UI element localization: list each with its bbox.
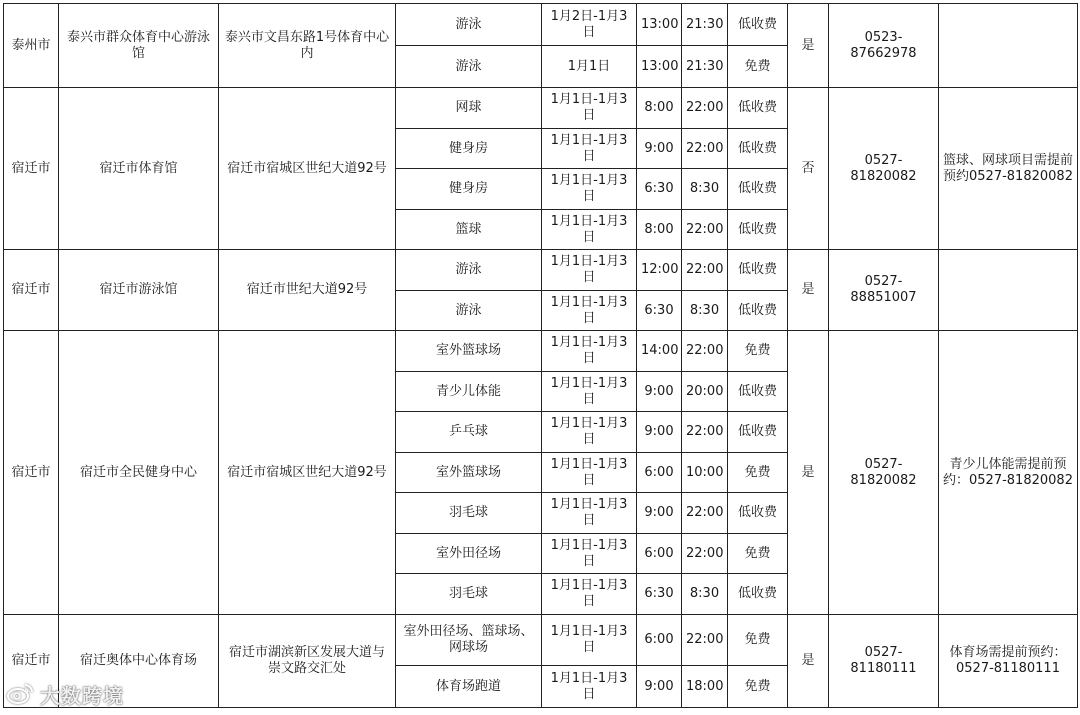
start-time-cell: 14:00	[637, 331, 682, 372]
dates-cell: 1月1日	[542, 46, 637, 88]
start-time-cell: 6:30	[637, 291, 682, 331]
start-time-cell: 9:00	[637, 372, 682, 412]
end-time-cell: 22:00	[682, 88, 728, 129]
fee-cell: 低收费	[728, 88, 788, 129]
end-time-cell: 10:00	[682, 453, 728, 493]
item-cell: 室外篮球场	[396, 453, 542, 493]
venue-name-cell: 宿迁奥体中心体育场	[59, 615, 219, 708]
item-cell: 篮球	[396, 210, 542, 250]
dates-cell: 1月1日-1月3日	[542, 129, 637, 169]
fee-cell: 免费	[728, 534, 788, 574]
fee-cell: 低收费	[728, 291, 788, 331]
fee-cell: 低收费	[728, 210, 788, 250]
fee-cell: 免费	[728, 331, 788, 372]
end-time-cell: 22:00	[682, 534, 728, 574]
address-cell: 宿迁市宿城区世纪大道92号	[219, 88, 396, 250]
open-flag-cell: 是	[788, 615, 829, 708]
table-row	[4, 88, 1078, 129]
start-time-cell: 6:00	[637, 453, 682, 493]
phone-cell: 0527-88851007	[829, 250, 939, 331]
city-cell: 宿迁市	[4, 88, 59, 250]
fee-cell: 低收费	[728, 4, 788, 46]
venue-name-cell: 宿迁市全民健身中心	[59, 331, 219, 615]
start-time-cell: 6:30	[637, 169, 682, 210]
table-row	[4, 250, 1078, 291]
item-cell: 网球	[396, 88, 542, 129]
dates-cell: 1月1日-1月3日	[542, 169, 637, 210]
venue-name-cell: 宿迁市游泳馆	[59, 250, 219, 331]
item-cell: 健身房	[396, 169, 542, 210]
item-cell: 健身房	[396, 129, 542, 169]
dates-cell: 1月1日-1月3日	[542, 88, 637, 129]
dates-cell: 1月1日-1月3日	[542, 250, 637, 291]
dates-cell: 1月1日-1月3日	[542, 372, 637, 412]
end-time-cell: 8:30	[682, 574, 728, 615]
dates-cell: 1月1日-1月3日	[542, 615, 637, 666]
note-cell	[939, 250, 1078, 331]
phone-cell: 0527-81820082	[829, 88, 939, 250]
item-cell: 羽毛球	[396, 493, 542, 534]
end-time-cell: 22:00	[682, 493, 728, 534]
dates-cell: 1月1日-1月3日	[542, 453, 637, 493]
start-time-cell: 6:30	[637, 574, 682, 615]
end-time-cell: 22:00	[682, 331, 728, 372]
fee-cell: 低收费	[728, 372, 788, 412]
dates-cell: 1月1日-1月3日	[542, 666, 637, 708]
fee-cell: 低收费	[728, 129, 788, 169]
weibo-logo-icon	[6, 682, 36, 706]
start-time-cell: 13:00	[637, 4, 682, 46]
note-cell: 青少儿体能需提前预约：0527-81820082	[939, 331, 1078, 615]
open-flag-cell: 是	[788, 250, 829, 331]
open-flag-cell: 否	[788, 88, 829, 250]
item-cell: 游泳	[396, 291, 542, 331]
item-cell: 室外篮球场	[396, 331, 542, 372]
city-cell: 宿迁市	[4, 250, 59, 331]
dates-cell: 1月1日-1月3日	[542, 291, 637, 331]
start-time-cell: 12:00	[637, 250, 682, 291]
table-row	[4, 615, 1078, 666]
start-time-cell: 6:00	[637, 615, 682, 666]
city-cell: 泰州市	[4, 4, 59, 88]
watermark-text: 大数跨境	[40, 683, 124, 708]
start-time-cell: 9:00	[637, 412, 682, 453]
address-cell: 宿迁市世纪大道92号	[219, 250, 396, 331]
item-cell: 游泳	[396, 250, 542, 291]
address-cell: 宿迁市湖滨新区发展大道与崇文路交汇处	[219, 615, 396, 708]
address-cell: 宿迁市宿城区世纪大道92号	[219, 331, 396, 615]
table-row	[4, 4, 1078, 46]
venue-schedule-table	[3, 3, 1078, 708]
venue-name-cell: 宿迁市体育馆	[59, 88, 219, 250]
fee-cell: 免费	[728, 46, 788, 88]
dates-cell: 1月1日-1月3日	[542, 493, 637, 534]
end-time-cell: 21:30	[682, 46, 728, 88]
fee-cell: 低收费	[728, 493, 788, 534]
start-time-cell: 6:00	[637, 534, 682, 574]
end-time-cell: 20:00	[682, 372, 728, 412]
item-cell: 室外田径场	[396, 534, 542, 574]
end-time-cell: 22:00	[682, 250, 728, 291]
note-cell: 体育场需提前预约：0527-81180111	[939, 615, 1078, 708]
phone-cell: 0523-87662978	[829, 4, 939, 88]
start-time-cell: 9:00	[637, 493, 682, 534]
item-cell: 体育场跑道	[396, 666, 542, 708]
start-time-cell: 8:00	[637, 88, 682, 129]
end-time-cell: 18:00	[682, 666, 728, 708]
venue-name-cell: 泰兴市群众体育中心游泳馆	[59, 4, 219, 88]
city-cell: 宿迁市	[4, 615, 59, 708]
end-time-cell: 22:00	[682, 210, 728, 250]
open-flag-cell: 是	[788, 4, 829, 88]
end-time-cell: 8:30	[682, 291, 728, 331]
fee-cell: 免费	[728, 453, 788, 493]
dates-cell: 1月1日-1月3日	[542, 210, 637, 250]
start-time-cell: 13:00	[637, 46, 682, 88]
end-time-cell: 21:30	[682, 4, 728, 46]
watermark	[6, 680, 124, 708]
item-cell: 游泳	[396, 46, 542, 88]
note-cell	[939, 4, 1078, 88]
start-time-cell: 8:00	[637, 210, 682, 250]
item-cell: 室外田径场、篮球场、网球场	[396, 615, 542, 666]
phone-cell: 0527-81180111	[829, 615, 939, 708]
item-cell: 青少儿体能	[396, 372, 542, 412]
start-time-cell: 9:00	[637, 129, 682, 169]
start-time-cell: 9:00	[637, 666, 682, 708]
dates-cell: 1月1日-1月3日	[542, 412, 637, 453]
fee-cell: 低收费	[728, 169, 788, 210]
city-cell: 宿迁市	[4, 331, 59, 615]
end-time-cell: 8:30	[682, 169, 728, 210]
fee-cell: 低收费	[728, 574, 788, 615]
note-cell: 篮球、网球项目需提前预约0527-81820082	[939, 88, 1078, 250]
fee-cell: 低收费	[728, 412, 788, 453]
end-time-cell: 22:00	[682, 129, 728, 169]
fee-cell: 免费	[728, 615, 788, 666]
dates-cell: 1月1日-1月3日	[542, 534, 637, 574]
table-row	[4, 331, 1078, 372]
item-cell: 羽毛球	[396, 574, 542, 615]
dates-cell: 1月2日-1月3日	[542, 4, 637, 46]
item-cell: 游泳	[396, 4, 542, 46]
dates-cell: 1月1日-1月3日	[542, 331, 637, 372]
fee-cell: 免费	[728, 666, 788, 708]
end-time-cell: 22:00	[682, 412, 728, 453]
item-cell: 乒乓球	[396, 412, 542, 453]
address-cell: 泰兴市文昌东路1号体育中心内	[219, 4, 396, 88]
open-flag-cell: 是	[788, 331, 829, 615]
dates-cell: 1月1日-1月3日	[542, 574, 637, 615]
fee-cell: 低收费	[728, 250, 788, 291]
phone-cell: 0527-81820082	[829, 331, 939, 615]
end-time-cell: 22:00	[682, 615, 728, 666]
